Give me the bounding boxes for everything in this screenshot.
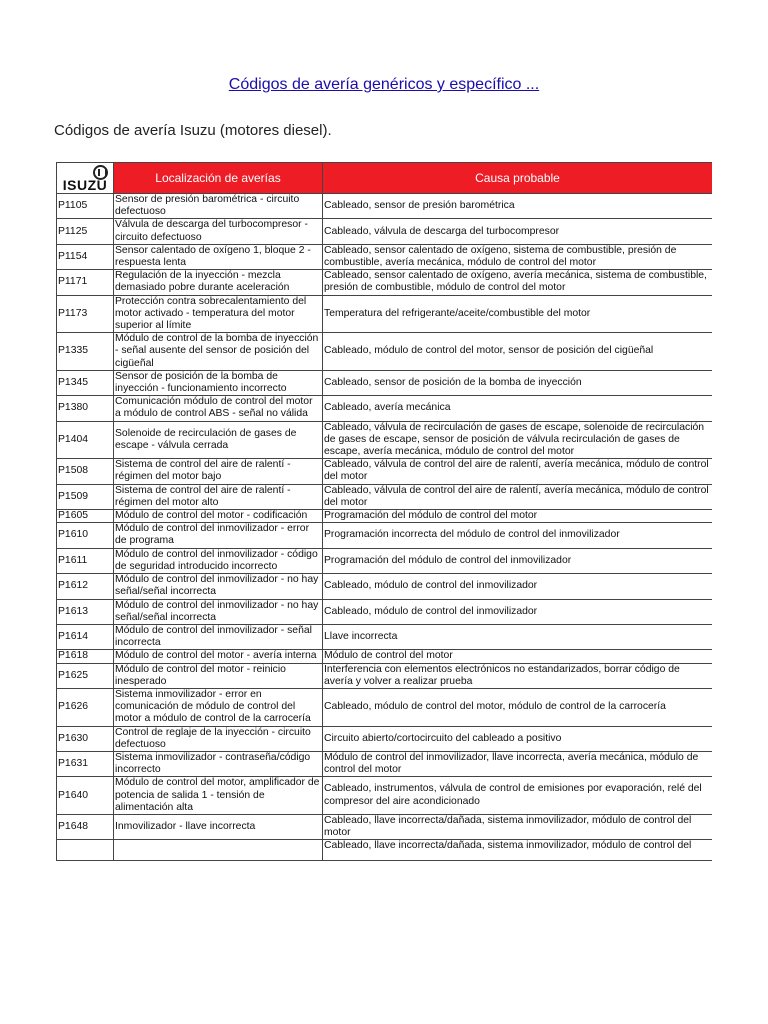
cause-cell: Cableado, módulo de control del motor, sensor de posición del cigüeñal [323,333,713,371]
cause-cell: Programación incorrecta del módulo de control del inmovilizador [323,523,713,548]
table-row [57,396,713,421]
fault-codes-table [56,162,712,861]
table-row [57,333,713,371]
location-cell: Solenoide de recirculación de gases de escape - válvula cerrada [114,421,323,459]
table-row [57,751,713,776]
cause-cell: Interferencia con elementos electrónicos no estandarizados, borrar código de avería y volver a realizar prueba [323,663,713,688]
fault-code-cell: P1648 [57,814,114,839]
table-row [57,510,713,523]
table-row [57,194,713,219]
table-row [57,459,713,484]
location-cell: Sistema de control del aire de ralentí - régimen del motor bajo [114,459,323,484]
location-cell: Módulo de control del motor - reinicio inesperado [114,663,323,688]
isuzu-emblem-icon [93,165,108,180]
fault-code-cell: P1105 [57,194,114,219]
location-cell: Sensor calentado de oxígeno 1, bloque 2 - respuesta lenta [114,244,323,269]
fault-code-cell: P1154 [57,244,114,269]
isuzu-logo [57,163,114,194]
cause-cell: Programación del módulo de control del motor [323,510,713,523]
cause-cell: Cableado, instrumentos, válvula de control de emisiones por evaporación, relé del compresor del aire acondicionado [323,777,713,815]
location-cell: Comunicación módulo de control del motor a módulo de control ABS - señal no válida [114,396,323,421]
table-row [57,840,713,861]
location-cell: Módulo de control del motor - avería interna [114,650,323,663]
cause-cell: Módulo de control del inmovilizador, llave incorrecta, avería mecánica, módulo de control del motor [323,751,713,776]
location-cell [114,840,323,861]
cause-cell: Cableado, sensor calentado de oxígeno, sistema de combustible, presión de combustible, avería mecánica, módulo de control del motor [323,244,713,269]
cause-cell: Cableado, válvula de recirculación de gases de escape, solenoide de recirculación de gases de escape, sensor de posición de válvula recirculación de gases de escape, avería mecánica, módulo de control del motor [323,421,713,459]
table-row [57,777,713,815]
fault-code-cell: P1173 [57,295,114,333]
cause-cell: Cableado, llave incorrecta/dañada, sistema inmovilizador, módulo de control del motor [323,814,713,839]
fault-code-cell: P1345 [57,370,114,395]
cause-cell: Cableado, válvula de control del aire de ralentí, avería mecánica, módulo de control del motor [323,459,713,484]
fault-code-cell: P1508 [57,459,114,484]
location-cell: Módulo de control del inmovilizador - no hay señal/señal incorrecta [114,599,323,624]
table-row [57,523,713,548]
location-cell: Módulo de control del motor - codificación [114,510,323,523]
cause-cell: Módulo de control del motor [323,650,713,663]
table-row [57,663,713,688]
cause-cell: Temperatura del refrigerante/aceite/combustible del motor [323,295,713,333]
fault-code-cell: P1625 [57,663,114,688]
table-row [57,270,713,295]
location-cell: Regulación de la inyección - mezcla demasiado pobre durante aceleración [114,270,323,295]
table-row [57,574,713,599]
location-cell: Sistema de control del aire de ralentí - régimen del motor alto [114,484,323,509]
fault-code-cell: P1640 [57,777,114,815]
table-header-row [57,163,713,194]
table-row [57,726,713,751]
location-cell: Módulo de control del inmovilizador - código de seguridad introducido incorrecto [114,548,323,573]
cause-cell: Cableado, avería mecánica [323,396,713,421]
fault-code-cell [57,840,114,861]
table-row [57,688,713,726]
table-row [57,484,713,509]
cause-cell: Cableado, sensor de posición de la bomba de inyección [323,370,713,395]
cause-cell: Cableado, válvula de control del aire de ralentí, avería mecánica, módulo de control del motor [323,484,713,509]
table-row [57,650,713,663]
table-row [57,548,713,573]
location-cell: Sensor de posición de la bomba de inyección - funcionamiento incorrecto [114,370,323,395]
table-row [57,219,713,244]
fault-code-cell: P1335 [57,333,114,371]
cause-cell: Cableado, módulo de control del inmovilizador [323,574,713,599]
fault-code-cell: P1631 [57,751,114,776]
fault-code-cell: P1404 [57,421,114,459]
cause-cell: Circuito abierto/cortocircuito del cableado a positivo [323,726,713,751]
cause-cell: Llave incorrecta [323,624,713,649]
location-cell: Protección contra sobrecalentamiento del motor activado - temperatura del motor superior al límite [114,295,323,333]
table-row [57,421,713,459]
location-cell: Módulo de control del inmovilizador - error de programa [114,523,323,548]
location-cell: Control de reglaje de la inyección - circuito defectuoso [114,726,323,751]
fault-code-cell: P1509 [57,484,114,509]
fault-code-cell: P1618 [57,650,114,663]
fault-code-cell: P1125 [57,219,114,244]
column-header-location: Localización de averías [114,163,323,194]
location-cell: Módulo de control del inmovilizador - señal incorrecta [114,624,323,649]
document-subtitle: Códigos de avería Isuzu (motores diesel). [54,122,332,139]
location-cell: Sensor de presión barométrica - circuito defectuoso [114,194,323,219]
table-row [57,295,713,333]
cause-cell: Cableado, módulo de control del motor, módulo de control de la carrocería [323,688,713,726]
fault-code-cell: P1171 [57,270,114,295]
table-row [57,370,713,395]
table-row [57,244,713,269]
fault-code-cell: P1613 [57,599,114,624]
fault-code-cell: P1605 [57,510,114,523]
cause-cell: Cableado, sensor de presión barométrica [323,194,713,219]
fault-code-cell: P1610 [57,523,114,548]
fault-code-cell: P1614 [57,624,114,649]
fault-code-cell: P1630 [57,726,114,751]
location-cell: Válvula de descarga del turbocompresor - circuito defectuoso [114,219,323,244]
location-cell: Módulo de control del inmovilizador - no hay señal/señal incorrecta [114,574,323,599]
location-cell: Sistema inmovilizador - contraseña/código incorrecto [114,751,323,776]
fault-code-cell: P1626 [57,688,114,726]
cause-cell: Cableado, válvula de descarga del turbocompresor [323,219,713,244]
codes-sheet [56,162,712,932]
document-title-link[interactable]: Códigos de avería genéricos y específico ... [228,76,540,93]
logo-text: ISUZU [62,176,108,193]
table-row [57,624,713,649]
fault-code-cell: P1611 [57,548,114,573]
location-cell: Módulo de control de la bomba de inyección - señal ausente del sensor de posición del cigüeñal [114,333,323,371]
cause-cell: Cableado, módulo de control del inmovilizador [323,599,713,624]
fault-code-cell: P1612 [57,574,114,599]
cause-cell: Programación del módulo de control del inmovilizador [323,548,713,573]
column-header-cause: Causa probable [323,163,713,194]
location-cell: Módulo de control del motor, amplificador de potencia de salida 1 - tensión de alimentación alta [114,777,323,815]
table-row [57,599,713,624]
fault-code-cell: P1380 [57,396,114,421]
cause-cell: Cableado, sensor calentado de oxígeno, avería mecánica, sistema de combustible, presión de combustible, módulo de control del motor [323,270,713,295]
cause-cell: Cableado, llave incorrecta/dañada, sistema inmovilizador, módulo de control del [323,840,713,861]
table-row [57,814,713,839]
location-cell: Sistema inmovilizador - error en comunicación de módulo de control del motor a módulo de control de la carrocería [114,688,323,726]
location-cell: Inmovilizador - llave incorrecta [114,814,323,839]
